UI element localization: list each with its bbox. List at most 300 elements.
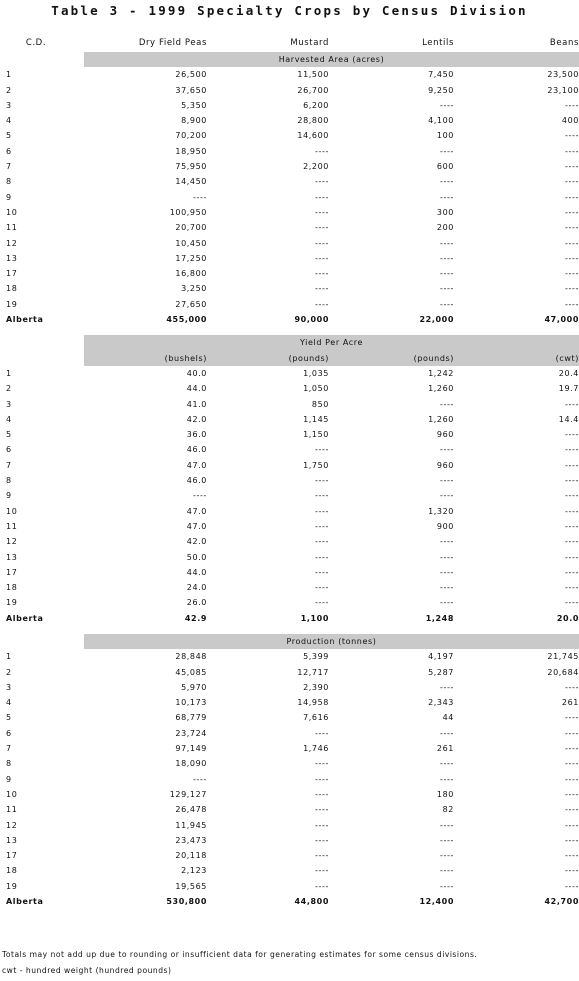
census-division-cell: 18 [6,866,18,876]
value-cell: ---- [440,598,454,608]
total-row [0,611,579,626]
census-division-cell: 11 [6,805,18,815]
value-cell: 2,123 [181,866,207,876]
value-cell: 600 [436,162,454,172]
value-cell: ---- [440,820,454,830]
value-cell: 10,450 [175,238,207,248]
census-division-cell: 19 [6,598,18,608]
value-cell: 5,287 [428,667,454,677]
value-cell: 23,100 [547,85,579,95]
table-row [0,427,579,442]
value-cell: ---- [315,177,329,187]
census-division-cell: 11 [6,521,18,531]
census-division-cell: 1 [6,368,12,378]
value-cell: 180 [436,789,454,799]
census-division-cell: 2 [6,85,12,95]
value-cell: ---- [565,567,579,577]
value-cell: 47.0 [186,521,207,531]
column-header-lentils: Lentils [422,38,454,48]
table-row [0,534,579,549]
value-cell: ---- [565,881,579,891]
census-division-cell: 8 [6,476,12,486]
value-cell: ---- [565,521,579,531]
value-cell: 18,950 [175,146,207,156]
units-row [0,351,579,366]
total-value: 22,000 [419,315,454,325]
value-cell: ---- [315,521,329,531]
value-cell: ---- [440,583,454,593]
value-cell: ---- [193,192,207,202]
value-cell: ---- [565,299,579,309]
table-row [0,236,579,251]
value-cell: 7,616 [303,713,329,723]
value-cell: ---- [565,445,579,455]
table-row [0,190,579,205]
census-division-cell: 17 [6,269,18,279]
value-cell: ---- [315,284,329,294]
total-label: Alberta [6,613,44,623]
census-division-cell: 5 [6,131,12,141]
value-cell: 44.0 [186,567,207,577]
column-header-cd: C.D. [25,38,47,48]
table-row [0,665,579,680]
value-cell: ---- [565,269,579,279]
value-cell: ---- [440,299,454,309]
value-cell: 2,200 [303,162,329,172]
value-cell: 28,848 [175,652,207,662]
census-division-cell: 17 [6,851,18,861]
table-row [0,565,579,580]
census-division-cell: 6 [6,728,12,738]
column-header-mustard: Mustard [290,38,329,48]
table-row [0,550,579,565]
census-division-cell: 18 [6,583,18,593]
value-cell: ---- [440,851,454,861]
value-cell: ---- [315,820,329,830]
value-cell: 23,724 [175,728,207,738]
census-division-cell: 9 [6,774,12,784]
value-cell: ---- [565,552,579,562]
value-cell: 20,700 [175,223,207,233]
value-cell: 18,090 [175,759,207,769]
table-row [0,174,579,189]
census-division-cell: 11 [6,223,18,233]
census-division-cell: 10 [6,506,18,516]
value-cell: ---- [565,177,579,187]
census-division-cell: 13 [6,552,18,562]
value-cell: 1,150 [303,430,329,440]
value-cell: 97,149 [175,744,207,754]
value-cell: 4,100 [428,116,454,126]
total-value: 455,000 [166,315,207,325]
value-cell: 7,450 [428,70,454,80]
value-cell: 900 [436,521,454,531]
value-cell: 82 [442,805,454,815]
section-label: Harvested Area (acres) [84,52,579,67]
value-cell: ---- [315,805,329,815]
table-row [0,488,579,503]
value-cell: ---- [565,789,579,799]
value-cell: 2,390 [303,682,329,692]
table-row [0,818,579,833]
table-row [0,710,579,725]
unit-label: (pounds) [218,351,345,366]
value-cell: 46.0 [186,445,207,455]
value-cell: 26.0 [186,598,207,608]
value-cell: 27,650 [175,299,207,309]
footnote-cwt: cwt - hundred weight (hundred pounds) [2,966,172,975]
value-cell: 42.0 [186,537,207,547]
table-row [0,297,579,312]
value-cell: ---- [440,835,454,845]
value-cell: 4,197 [428,652,454,662]
value-cell: 5,970 [181,682,207,692]
value-cell: ---- [315,759,329,769]
value-cell: ---- [193,774,207,784]
value-cell: ---- [315,537,329,547]
value-cell: ---- [565,728,579,738]
gap-cell [0,626,579,634]
value-cell: 261 [561,698,579,708]
census-division-cell: 5 [6,713,12,723]
section-header-row [0,52,579,67]
census-division-cell: 6 [6,445,12,455]
census-division-cell: 4 [6,698,12,708]
value-cell: ---- [440,269,454,279]
value-cell: ---- [440,866,454,876]
value-cell: 6,200 [303,100,329,110]
value-cell: ---- [565,835,579,845]
value-cell: ---- [440,774,454,784]
total-value: 20.0 [556,613,579,623]
value-cell: 5,350 [181,100,207,110]
value-cell: 19,565 [175,881,207,891]
section-gap [0,626,579,634]
census-division-cell: 18 [6,284,18,294]
table-row [0,680,579,695]
value-cell: 20,684 [547,667,579,677]
value-cell: 1,750 [303,460,329,470]
value-cell: ---- [440,445,454,455]
value-cell: ---- [565,223,579,233]
section-label: Yield Per Acre [84,335,579,350]
census-division-cell: 9 [6,491,12,501]
footnote-rounding: Totals may not add up due to rounding or insufficient data for generating estimates for some census divisions. [2,950,478,959]
value-cell: 17,250 [175,253,207,263]
census-division-cell: 4 [6,116,12,126]
value-cell: ---- [565,162,579,172]
value-cell: ---- [315,583,329,593]
value-cell: 16,800 [175,269,207,279]
value-cell: 19.7 [558,384,579,394]
value-cell: ---- [440,399,454,409]
value-cell: ---- [315,476,329,486]
total-value: 1,100 [300,613,329,623]
census-division-cell: 19 [6,299,18,309]
value-cell: 23,500 [547,70,579,80]
value-cell: 129,127 [169,789,207,799]
census-division-cell: 12 [6,238,18,248]
value-cell: ---- [565,583,579,593]
value-cell: 50.0 [186,552,207,562]
value-cell: ---- [315,851,329,861]
value-cell: ---- [440,284,454,294]
value-cell: ---- [565,866,579,876]
census-division-cell: 3 [6,100,12,110]
value-cell: ---- [315,223,329,233]
value-cell: 75,950 [175,162,207,172]
value-cell: 2,343 [428,698,454,708]
census-division-cell: 7 [6,162,12,172]
value-cell: 40.0 [186,368,207,378]
value-cell: ---- [315,299,329,309]
total-value: 42.9 [184,613,207,623]
value-cell: 300 [436,207,454,217]
table-row [0,595,579,610]
total-label: Alberta [6,315,44,325]
census-division-cell: 2 [6,384,12,394]
value-cell: 261 [436,744,454,754]
census-division-cell: 3 [6,399,12,409]
value-cell: ---- [440,567,454,577]
value-cell: 47.0 [186,506,207,516]
value-cell: ---- [440,759,454,769]
value-cell: 1,320 [428,506,454,516]
census-division-cell: 10 [6,789,18,799]
value-cell: ---- [315,881,329,891]
value-cell: ---- [565,682,579,692]
census-division-cell: 4 [6,414,12,424]
value-cell: ---- [565,506,579,516]
value-cell: ---- [315,835,329,845]
value-cell: ---- [440,192,454,202]
table-row [0,741,579,756]
census-division-cell: 8 [6,759,12,769]
value-cell: ---- [440,146,454,156]
section-label: Production (tonnes) [84,634,579,649]
value-cell: 26,700 [297,85,329,95]
table-row [0,848,579,863]
value-cell: ---- [565,207,579,217]
table-row [0,412,579,427]
table-row [0,144,579,159]
value-cell: 20,118 [175,851,207,861]
specialty-crops-table [0,34,579,909]
table-row [0,695,579,710]
table-row [0,473,579,488]
value-cell: ---- [193,491,207,501]
total-value: 530,800 [166,897,207,907]
table-row [0,580,579,595]
value-cell: ---- [315,567,329,577]
value-cell: ---- [315,866,329,876]
value-cell: ---- [565,713,579,723]
value-cell: 200 [436,223,454,233]
value-cell: ---- [565,851,579,861]
census-division-cell: 7 [6,460,12,470]
value-cell: ---- [565,192,579,202]
value-cell: ---- [565,476,579,486]
column-header-beans: Beans [549,38,579,48]
table-row [0,772,579,787]
value-cell: ---- [565,253,579,263]
table-row [0,281,579,296]
value-cell: 14,958 [297,698,329,708]
value-cell: ---- [440,177,454,187]
value-cell: 100 [436,131,454,141]
census-division-cell: 9 [6,192,12,202]
table-row [0,397,579,412]
value-cell: 1,260 [428,384,454,394]
census-division-cell: 12 [6,820,18,830]
table-row [0,366,579,381]
total-value: 1,248 [425,613,454,623]
value-cell: ---- [315,552,329,562]
value-cell: 28,800 [297,116,329,126]
value-cell: 14,600 [297,131,329,141]
total-row [0,894,579,909]
value-cell: 42.0 [186,414,207,424]
table-row [0,756,579,771]
table-row [0,879,579,894]
value-cell: ---- [315,253,329,263]
table-row [0,67,579,82]
table-row [0,519,579,534]
value-cell: ---- [440,491,454,501]
value-cell: ---- [565,759,579,769]
total-value: 44,800 [294,897,329,907]
value-cell: ---- [315,598,329,608]
value-cell: 45,085 [175,667,207,677]
value-cell: ---- [565,131,579,141]
value-cell: 960 [436,460,454,470]
value-cell: 37,650 [175,85,207,95]
value-cell: ---- [315,491,329,501]
value-cell: ---- [440,552,454,562]
value-cell: 960 [436,430,454,440]
table-row [0,504,579,519]
value-cell: 68,779 [175,713,207,723]
value-cell: ---- [565,491,579,501]
value-cell: ---- [565,774,579,784]
value-cell: ---- [565,100,579,110]
value-cell: ---- [315,269,329,279]
value-cell: 23,473 [175,835,207,845]
unit-label: (pounds) [345,351,472,366]
unit-label: (bushels) [84,351,218,366]
value-cell: 36.0 [186,430,207,440]
value-cell: ---- [440,881,454,891]
value-cell: 14,450 [175,177,207,187]
table-row [0,205,579,220]
value-cell: 21,745 [547,652,579,662]
value-cell: 9,250 [428,85,454,95]
table-row [0,113,579,128]
table-row [0,649,579,664]
value-cell: ---- [440,682,454,692]
value-cell: ---- [315,192,329,202]
value-cell: ---- [315,506,329,516]
value-cell: ---- [315,789,329,799]
value-cell: 1,050 [303,384,329,394]
total-value: 47,000 [544,315,579,325]
total-value: 42,700 [544,897,579,907]
value-cell: 26,478 [175,805,207,815]
total-value: 90,000 [294,315,329,325]
value-cell: 26,500 [175,70,207,80]
census-division-cell: 13 [6,835,18,845]
value-cell: 1,746 [303,744,329,754]
value-cell: 41.0 [186,399,207,409]
table-row [0,159,579,174]
gap-cell [0,327,579,335]
table-body [0,34,579,909]
section-header-spacer [0,335,84,350]
census-division-cell: 12 [6,537,18,547]
total-label: Alberta [6,897,44,907]
value-cell: ---- [440,728,454,738]
value-cell: 47.0 [186,460,207,470]
table-row [0,458,579,473]
section-gap [0,327,579,335]
value-cell: ---- [565,146,579,156]
value-cell: 44 [442,713,454,723]
table-row [0,128,579,143]
value-cell: 100,950 [169,207,207,217]
census-division-cell: 17 [6,567,18,577]
value-cell: ---- [565,744,579,754]
total-row [0,312,579,327]
table-row [0,726,579,741]
value-cell: ---- [440,238,454,248]
value-cell: 1,242 [428,368,454,378]
table-row [0,83,579,98]
table-row [0,381,579,396]
value-cell: 44.0 [186,384,207,394]
census-division-cell: 1 [6,652,12,662]
value-cell: ---- [565,430,579,440]
table-row [0,802,579,817]
value-cell: ---- [315,207,329,217]
value-cell: ---- [565,238,579,248]
page-title: Table 3 - 1999 Specialty Crops by Census Division [51,3,528,18]
table-row [0,251,579,266]
value-cell: 11,500 [297,70,329,80]
value-cell: 1,260 [428,414,454,424]
value-cell: ---- [565,537,579,547]
census-division-cell: 8 [6,177,12,187]
value-cell: 14.4 [558,414,579,424]
census-division-cell: 6 [6,146,12,156]
census-division-cell: 5 [6,430,12,440]
value-cell: 8,900 [181,116,207,126]
table-row [0,220,579,235]
value-cell: 3,250 [181,284,207,294]
value-cell: 1,145 [303,414,329,424]
section-header-row [0,335,579,350]
value-cell: 850 [311,399,329,409]
value-cell: 1,035 [303,368,329,378]
value-cell: ---- [565,805,579,815]
value-cell: ---- [315,774,329,784]
value-cell: ---- [565,460,579,470]
value-cell: ---- [565,598,579,608]
value-cell: 10,173 [175,698,207,708]
section-header-spacer [0,52,84,67]
value-cell: ---- [440,537,454,547]
column-header-dry-field-peas: Dry Field Peas [138,38,207,48]
total-value: 12,400 [419,897,454,907]
